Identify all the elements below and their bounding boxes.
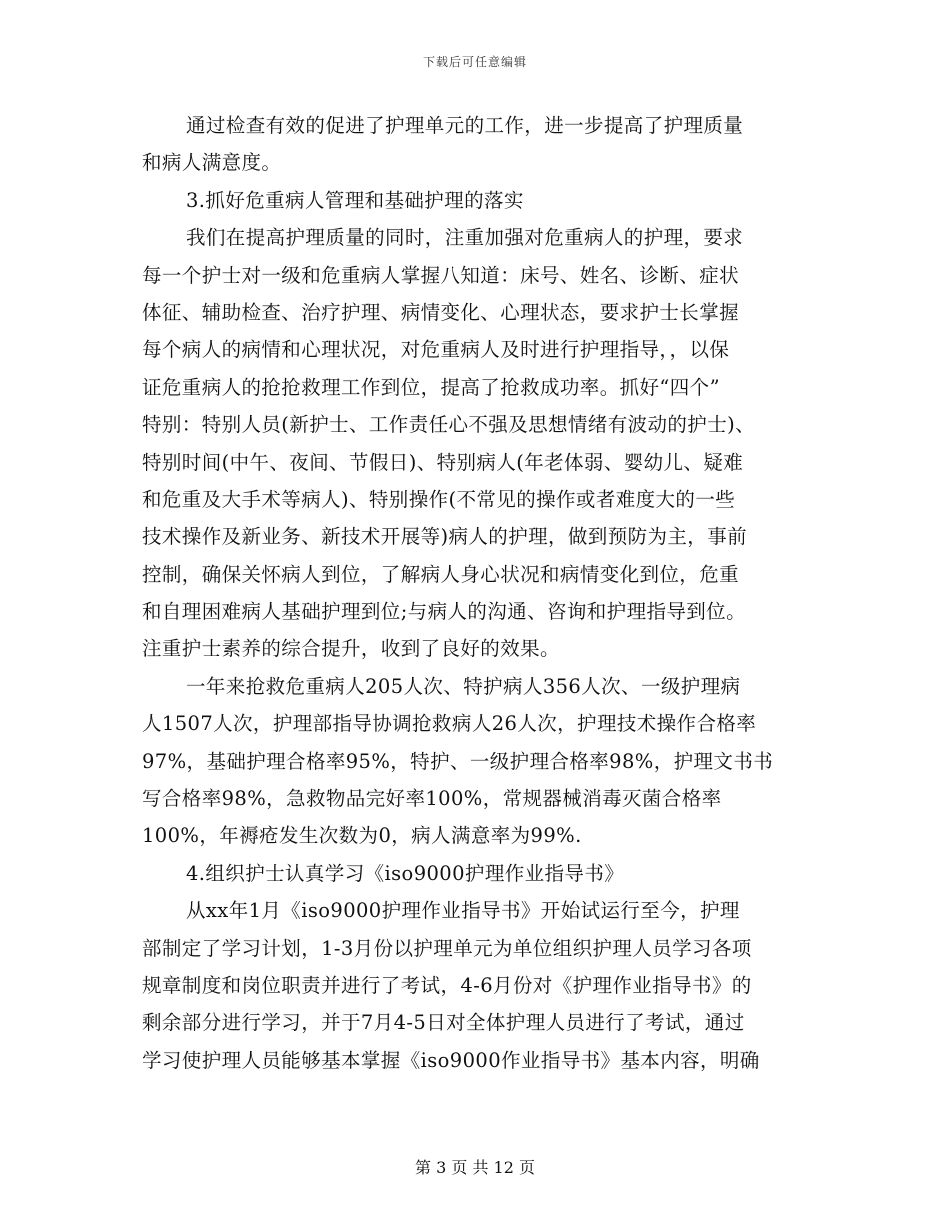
text-line: 通过检查有效的促进了护理单元的工作，进一步提高了护理质量: [186, 114, 744, 137]
text-line: 我们在提高护理质量的同时，注重加强对危重病人的护理，要求: [186, 226, 744, 250]
text-line: 和病人满意度。: [142, 151, 282, 175]
text-line: 4.组织护士认真学习《iso9000护理作业指导书》: [186, 861, 625, 885]
text-line: 规章制度和岗位职责并进行了考试，4-6月份对《护理作业指导书》的: [142, 973, 752, 997]
text-line: 注重护士素养的综合提升，收到了良好的效果。: [142, 637, 560, 661]
text-line: 证危重病人的抢抢救理工作到位，提高了抢救成功率。抓好“四个”: [142, 375, 720, 399]
text-line: 写合格率98%，急救物品完好率100%，常规器械消毒灭菌合格率: [142, 787, 722, 811]
text-line: 一年来抢救危重病人205人次、特护病人356人次、一级护理病: [186, 674, 741, 698]
text-line: 剩余部分进行学习，并于7月4-5日对全体护理人员进行了考试，通过: [142, 1011, 745, 1035]
text-line: 人1507人次，护理部指导协调抢救病人26人次，护理技术操作合格率: [142, 712, 757, 736]
text-line: 特别：特别人员(新护士、工作责任心不强及思想情绪有波动的护士)、: [142, 413, 756, 437]
page-number-footer: 第 3 页 共 12 页: [415, 1158, 535, 1177]
document-body: [142, 107, 814, 1079]
text-line: 3.抓好危重病人管理和基础护理的落实: [186, 188, 524, 212]
page-header: 下载后可任意编辑: [422, 55, 527, 69]
text-line: 体征、辅助检查、治疗护理、病情变化、心理状态，要求护士长掌握: [142, 300, 740, 324]
text-line: 每个病人的病情和心理状况，对危重病人及时进行护理指导，，以保: [142, 338, 730, 362]
text-line: 和危重及大手术等病人)、特别操作(不常见的操作或者难度大的一些: [142, 487, 736, 511]
text-line: 部制定了学习计划，1-3月份以护理单元为单位组织护理人员学习各项: [142, 936, 752, 960]
text-line: 技术操作及新业务、新技术开展等)病人的护理，做到预防为主，事前: [142, 525, 748, 549]
text-line: 学习使护理人员能够基本掌握《iso9000作业指导书》基本内容，明确: [142, 1048, 760, 1072]
text-line: 从xx年1月《iso9000护理作业指导书》开始试运行至今，护理: [186, 899, 740, 923]
text-line: 100%，年褥疮发生次数为0，病人满意率为99%.: [142, 824, 582, 848]
text-line: 和自理困难病人基础护理到位;与病人的沟通、咨询和护理指导到位。: [142, 600, 746, 624]
text-line: 特别时间(中午、夜间、节假日)、特别病人(年老体弱、婴幼儿、疑难: [142, 450, 744, 474]
text-line: 97%，基础护理合格率95%，特护、一级护理合格率98%，护理文书书: [142, 749, 774, 773]
text-line: 控制，确保关怀病人到位，了解病人身心状况和病情变化到位，危重: [142, 562, 740, 586]
text-line: 每一个护士对一级和危重病人掌握八知道：床号、姓名、诊断、症状: [142, 263, 740, 287]
